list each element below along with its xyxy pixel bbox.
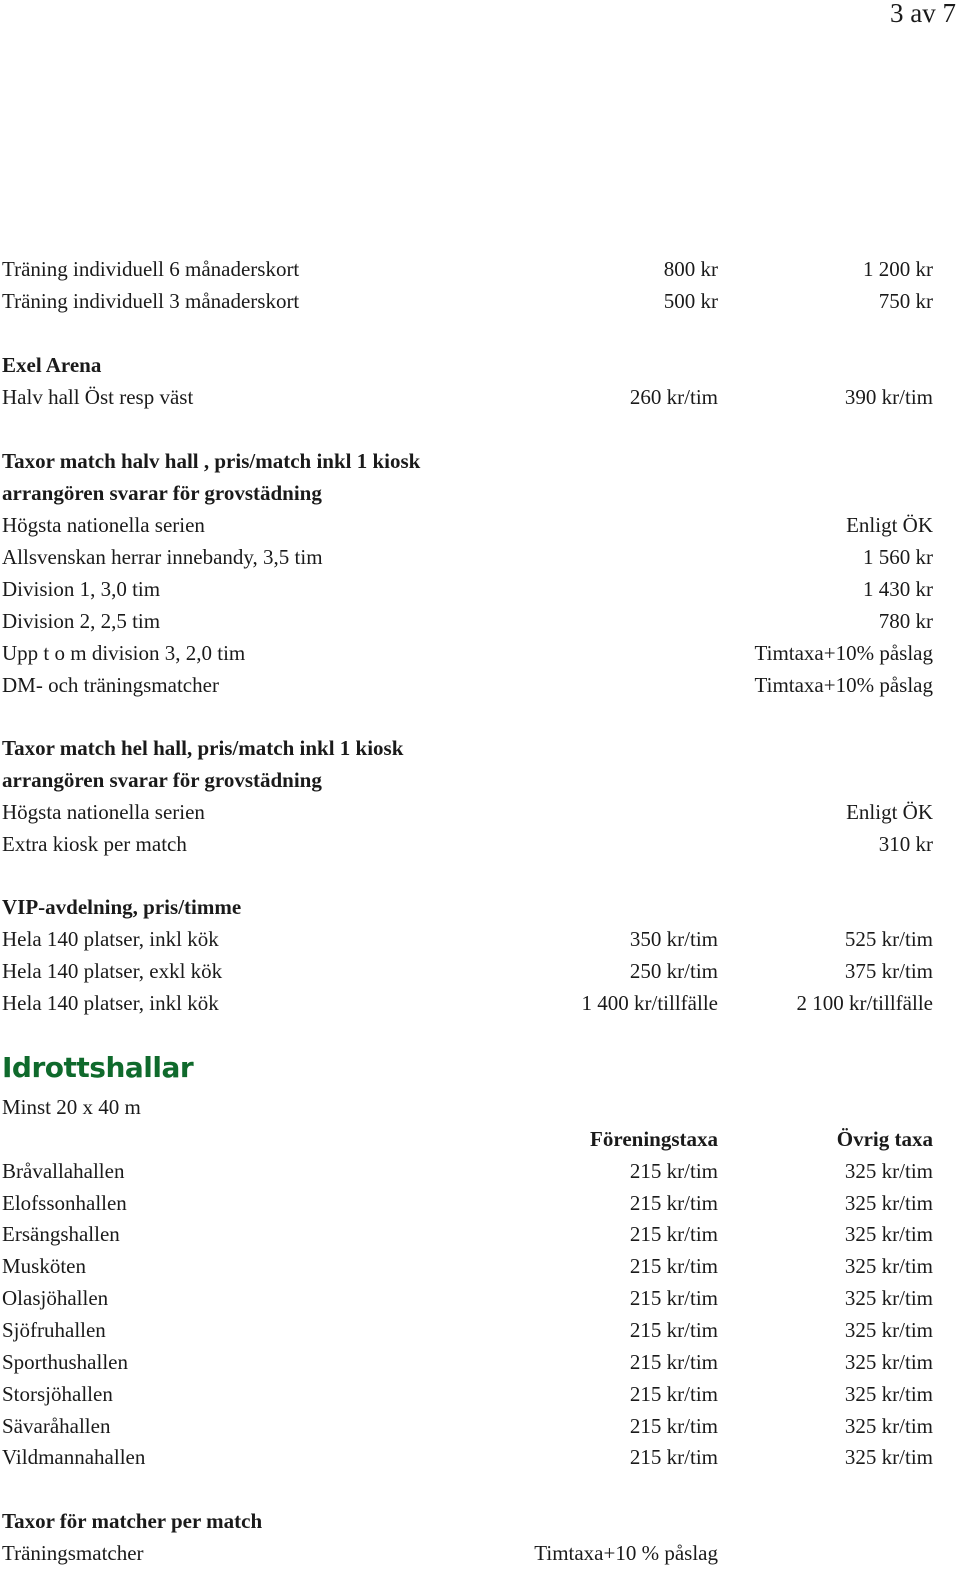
row-price-other: 525 kr/tim (844, 927, 933, 951)
row-label: Högsta nationella serien (2, 513, 205, 537)
row-label: Hela 140 platser, inkl kök (2, 927, 219, 951)
row-price-other: 325 kr/tim (844, 1318, 933, 1342)
row-price-other: 325 kr/tim (844, 1191, 933, 1215)
section-subtitle-text: arrangören svarar för grovstädning (2, 768, 322, 792)
section-subtitle (2, 764, 960, 796)
table-row (2, 1410, 960, 1442)
section-subtitle (2, 477, 960, 509)
row-price-association: 215 kr/tim (629, 1350, 718, 1374)
row-label: Elofssonhallen (2, 1191, 127, 1215)
row-label: Sjöfruhallen (2, 1318, 106, 1342)
row-price: 1 560 kr (863, 545, 933, 569)
section-heading-idrottshallar: Idrottshallar (2, 1051, 194, 1084)
section-title-text: Taxor för matcher per match (2, 1509, 263, 1533)
row-label: Hela 140 platser, inkl kök (2, 991, 219, 1015)
row-price-other: 1 200 kr (863, 257, 933, 281)
row-price-association: 215 kr/tim (629, 1254, 718, 1278)
row-label: Träning individuell 6 månaderskort (2, 257, 300, 281)
column-header-ovrig-taxa: Övrig taxa (836, 1127, 933, 1151)
row-label: Bråvallahallen (2, 1159, 125, 1183)
row-price-association: 215 kr/tim (629, 1382, 718, 1406)
row-label: Allsvenskan herrar innebandy, 3,5 tim (2, 545, 323, 569)
row-price-other: 325 kr/tim (844, 1159, 933, 1183)
section-title-half-hall (2, 445, 960, 477)
table-row (2, 1441, 960, 1473)
row-price: Timtaxa+10% påslag (754, 673, 933, 697)
row-price-other: 325 kr/tim (844, 1254, 933, 1278)
row-price-association: 215 kr/tim (629, 1414, 718, 1438)
table-row (2, 253, 960, 285)
table-row (2, 573, 960, 605)
table-row (2, 1218, 960, 1250)
column-header-row (2, 1123, 960, 1155)
row-label: Träningsmatcher (2, 1541, 144, 1565)
row-label: Upp t o m division 3, 2,0 tim (2, 641, 246, 665)
row-price-association: 800 kr (663, 257, 718, 281)
row-label: Sporthushallen (2, 1350, 128, 1374)
section-title-matches (2, 1505, 960, 1537)
row-price: 310 kr (878, 832, 933, 856)
table-row (2, 1314, 960, 1346)
row-price: Enligt ÖK (846, 513, 933, 537)
row-price-other: 325 kr/tim (844, 1222, 933, 1246)
row-price: Timtaxa+10% påslag (754, 641, 933, 665)
row-price-other: 325 kr/tim (844, 1350, 933, 1374)
row-price-association: 215 kr/tim (629, 1222, 718, 1246)
table-row (2, 987, 960, 1019)
row-price: 780 kr (878, 609, 933, 633)
row-label: DM- och träningsmatcher (2, 673, 219, 697)
row-price-association: Timtaxa+10 % påslag (534, 1541, 718, 1565)
row-price-association: 250 kr/tim (629, 959, 718, 983)
table-row (2, 955, 960, 987)
row-label: Halv hall Öst resp väst (2, 385, 194, 409)
table-row (2, 923, 960, 955)
row-price-association: 215 kr/tim (629, 1445, 718, 1469)
row-label: Olasjöhallen (2, 1286, 109, 1310)
row-price-other: 2 100 kr/tillfälle (796, 991, 933, 1015)
row-price-association: 215 kr/tim (629, 1318, 718, 1342)
row-label: Hela 140 platser, exkl kök (2, 959, 223, 983)
section-title-vip (2, 891, 960, 923)
table-row (2, 605, 960, 637)
row-price-other: 325 kr/tim (844, 1414, 933, 1438)
table-row (2, 1250, 960, 1282)
table-row (2, 796, 960, 828)
row-price-other: 390 kr/tim (844, 385, 933, 409)
row-price-association: 1 400 kr/tillfälle (581, 991, 718, 1015)
table-row (2, 1282, 960, 1314)
table-row (2, 1155, 960, 1187)
section-subtitle (2, 1091, 960, 1123)
row-price-association: 215 kr/tim (629, 1159, 718, 1183)
table-row (2, 285, 960, 317)
row-label: Division 1, 3,0 tim (2, 577, 161, 601)
page-number: 3 av 7 (890, 0, 956, 28)
row-price-association: 350 kr/tim (629, 927, 718, 951)
row-price-association: 500 kr (663, 289, 718, 313)
row-price-other: 325 kr/tim (844, 1286, 933, 1310)
row-price: Enligt ÖK (846, 800, 933, 824)
section-title-text: Taxor match hel hall, pris/match inkl 1 kiosk (2, 736, 404, 760)
row-label: Vildmannahallen (2, 1445, 146, 1469)
table-row (2, 1346, 960, 1378)
section-title-text: Taxor match halv hall , pris/match inkl 1 kiosk (2, 449, 421, 473)
row-label: Sävaråhallen (2, 1414, 111, 1438)
row-price-association: 215 kr/tim (629, 1286, 718, 1310)
row-price-other: 325 kr/tim (844, 1445, 933, 1469)
table-row (2, 637, 960, 669)
section-subtitle-text: arrangören svarar för grovstädning (2, 481, 322, 505)
row-label: Extra kiosk per match (2, 832, 187, 856)
table-row (2, 381, 960, 413)
row-label: Högsta nationella serien (2, 800, 205, 824)
table-row (2, 1378, 960, 1410)
table-row (2, 541, 960, 573)
table-row (2, 509, 960, 541)
row-price-other: 750 kr (878, 289, 933, 313)
section-title-full-hall (2, 732, 960, 764)
section-title-exel-arena (2, 349, 960, 381)
table-row (2, 669, 960, 701)
row-label: Storsjöhallen (2, 1382, 113, 1406)
column-header-foreningstaxa: Föreningstaxa (590, 1127, 718, 1151)
section-subtitle-text: Minst 20 x 40 m (2, 1095, 141, 1119)
table-row (2, 1537, 960, 1569)
row-price-association: 215 kr/tim (629, 1191, 718, 1215)
table-row (2, 1187, 960, 1219)
row-label: Träning individuell 3 månaderskort (2, 289, 300, 313)
section-title-text: VIP-avdelning, pris/timme (2, 895, 242, 919)
section-title-text: Exel Arena (2, 353, 102, 377)
row-price-other: 375 kr/tim (844, 959, 933, 983)
row-price-other: 325 kr/tim (844, 1382, 933, 1406)
row-price-association: 260 kr/tim (629, 385, 718, 409)
table-row (2, 828, 960, 860)
row-label: Ersängshallen (2, 1222, 120, 1246)
row-price: 1 430 kr (863, 577, 933, 601)
row-label: Division 2, 2,5 tim (2, 609, 161, 633)
row-label: Musköten (2, 1254, 86, 1278)
